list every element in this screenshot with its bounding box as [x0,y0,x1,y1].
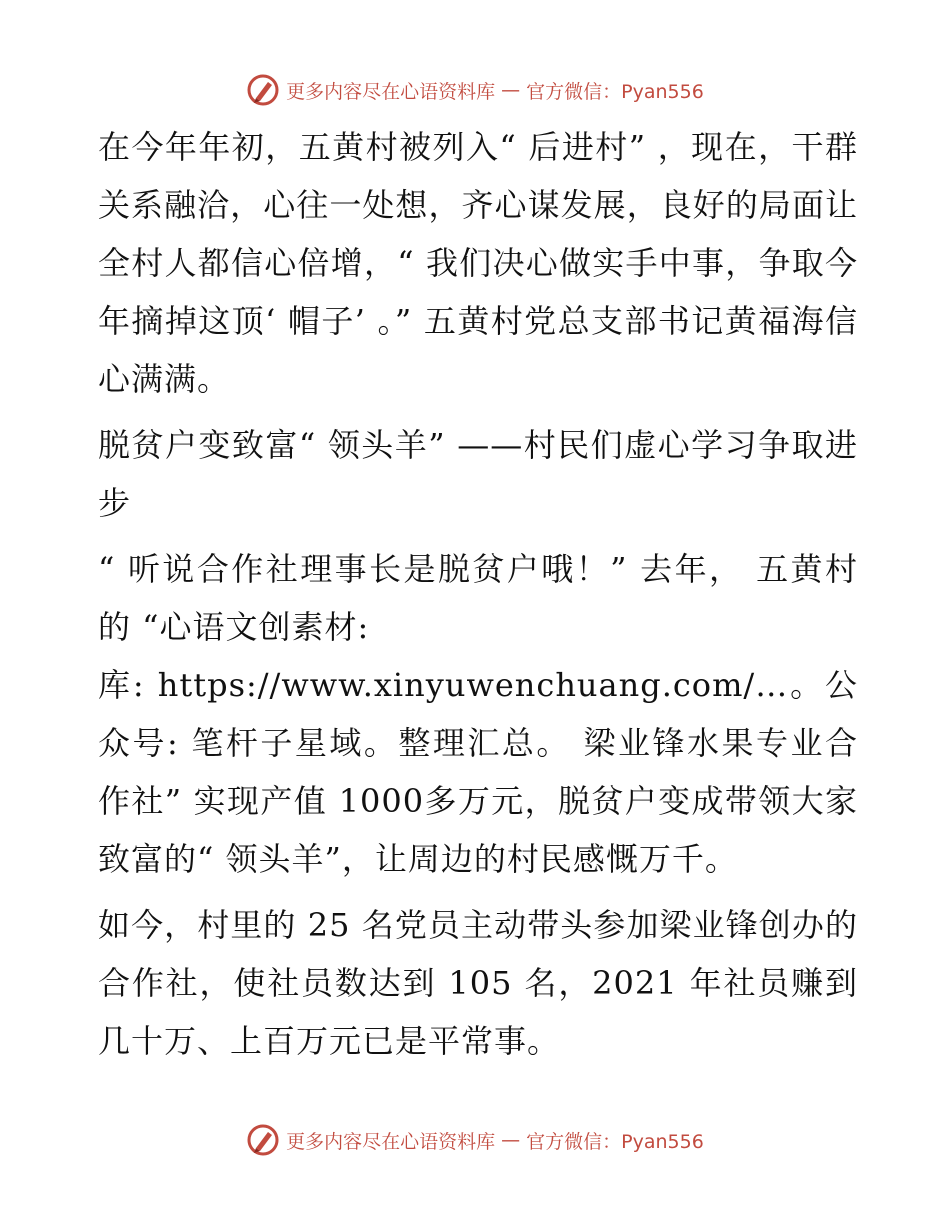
watermark-separator: — [501,1129,521,1151]
footer-watermark [0,1120,950,1160]
header-watermark [0,70,950,110]
paragraph: 如今，村里的 25 名党员主动带头参加梁业锋创办的合作社，使社员数达到 105 名，2021 年社员赚到几十万、上百万元已是平常事。 [98,906,858,1060]
document-body [98,118,858,1070]
pen-logo-icon [246,73,280,107]
watermark-contact: 官方微信：Pyan556 [526,80,704,103]
paragraph: 在今年年初，五黄村被列入“ 后进村” ，现在，干群关系融洽，心往一处想，齐心谋发展，良好的局面让全村人都信心倍增，“ 我们决心做实手中事，争取今年摘掉这顶‘ 帽子’ 。” 五黄村党总支部书记黄福海信心满满。 [98,128,858,398]
paragraph: 库: https://www.xinyuwenchuang.com/…。公众号: 笔杆子星域。整理汇总。 梁业锋水果专业合作社” 实现产值 1000多万元，脱贫户变成带领大家致富的“ 领头羊”，让周边的村民感慨万千。 [98,666,858,878]
paragraph: “ 听说合作社理事长是脱贫户哦！” 去年， 五黄村的 “心语文创素材: [98,550,858,646]
watermark-text: 更多内容尽在心语资料库 [286,80,496,103]
pen-logo-icon [246,1123,280,1157]
section-heading: 脱贫户变致富“ 领头羊” ——村民们虚心学习争取进步 [98,426,858,522]
watermark-text: 更多内容尽在心语资料库 [286,1130,496,1153]
watermark-contact: 官方微信：Pyan556 [526,1130,704,1153]
watermark-separator: — [501,79,521,101]
